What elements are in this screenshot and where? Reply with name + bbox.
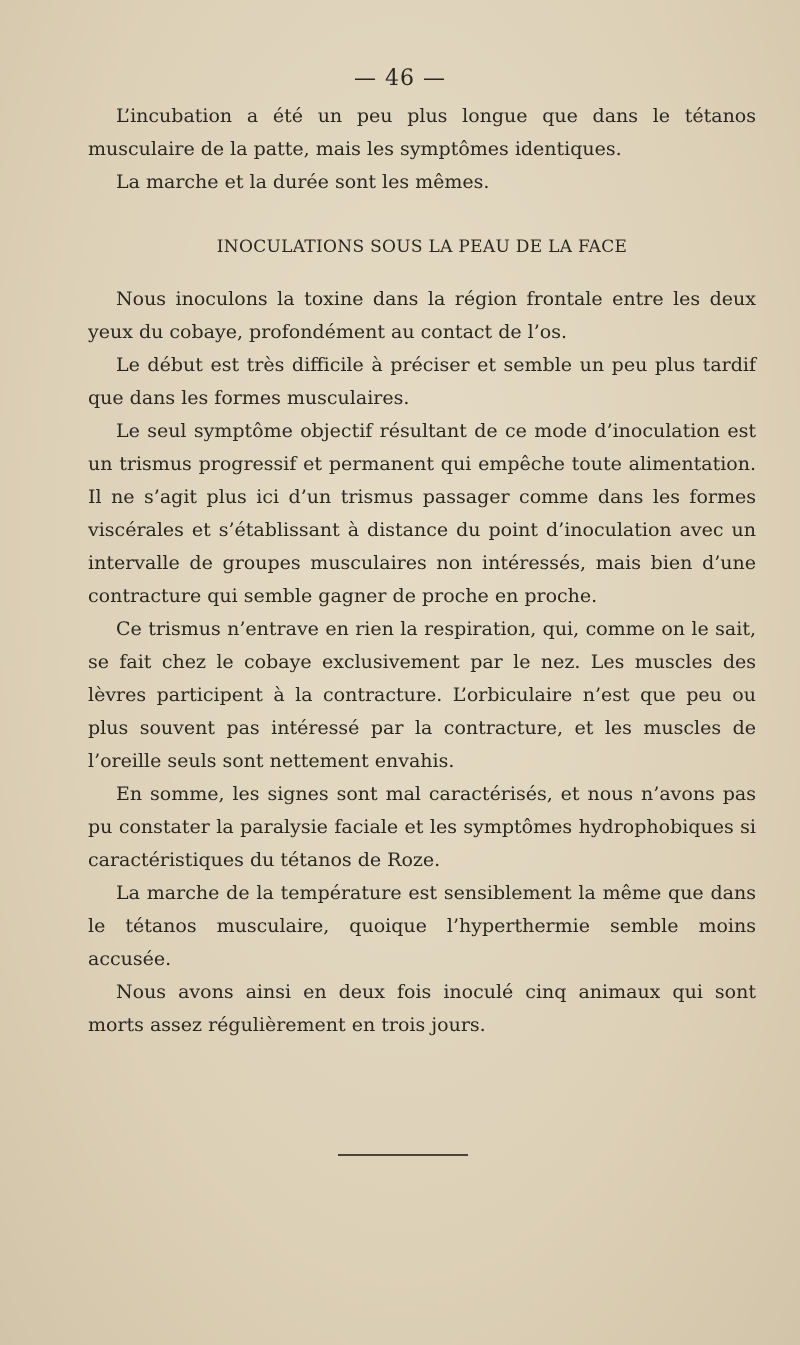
paragraph-marche: La marche et la durée sont les mêmes. xyxy=(116,171,490,193)
paragraph-2: Le début est très difficile à préciser et semble un peu plus tardif que dans les formes musculaires. xyxy=(88,354,756,409)
page-number: — 46 — xyxy=(354,66,446,91)
text-block xyxy=(88,100,756,1042)
paragraph-6: La marche de la température est sensiblement la même que dans le tétanos musculaire, quoique l’hyperthermie semble moins accusée. xyxy=(88,882,756,970)
section-heading: INOCULATIONS SOUS LA PEAU DE LA FACE xyxy=(216,237,628,257)
paragraph-3: Le seul symptôme objectif résultant de ce mode d’inoculation est un trismus progressif et permanent qui empêche toute alimentation. Il ne s’agit plus ici d’un trismus passager comme dans les formes viscérales et s’établissant à distance du point d’inoculation avec un intervalle de groupes musculaires non intéressés, mais bien d’une contracture qui semble gagner de proche en proche. xyxy=(88,420,756,607)
paragraph-5: En somme, les signes sont mal caractérisés, et nous n’avons pas pu constater la paralysie faciale et les symptômes hydrophobiques si caractéristiques du tétanos de Roze. xyxy=(88,783,756,871)
paragraph-7: Nous avons ainsi en deux fois inoculé cinq animaux qui sont morts assez régulièrement en trois jours. xyxy=(88,981,756,1036)
end-rule-divider xyxy=(338,1154,468,1156)
paragraph-4: Ce trismus n’entrave en rien la respiration, qui, comme on le sait, se fait chez le cobaye exclusivement par le nez. Les muscles des lèvres participent à la contracture. L’orbiculaire n’est que peu ou plus souvent pas intéressé par la contracture, et les muscles de l’oreille seuls sont nettement envahis. xyxy=(88,618,756,772)
paragraph-1: Nous inoculons la toxine dans la région frontale entre les deux yeux du cobaye, profondément au contact de l’os. xyxy=(88,288,756,343)
paragraph-incubation: L’incubation a été un peu plus longue que dans le tétanos musculaire de la patte, mais les symptômes identiques. xyxy=(88,105,756,160)
